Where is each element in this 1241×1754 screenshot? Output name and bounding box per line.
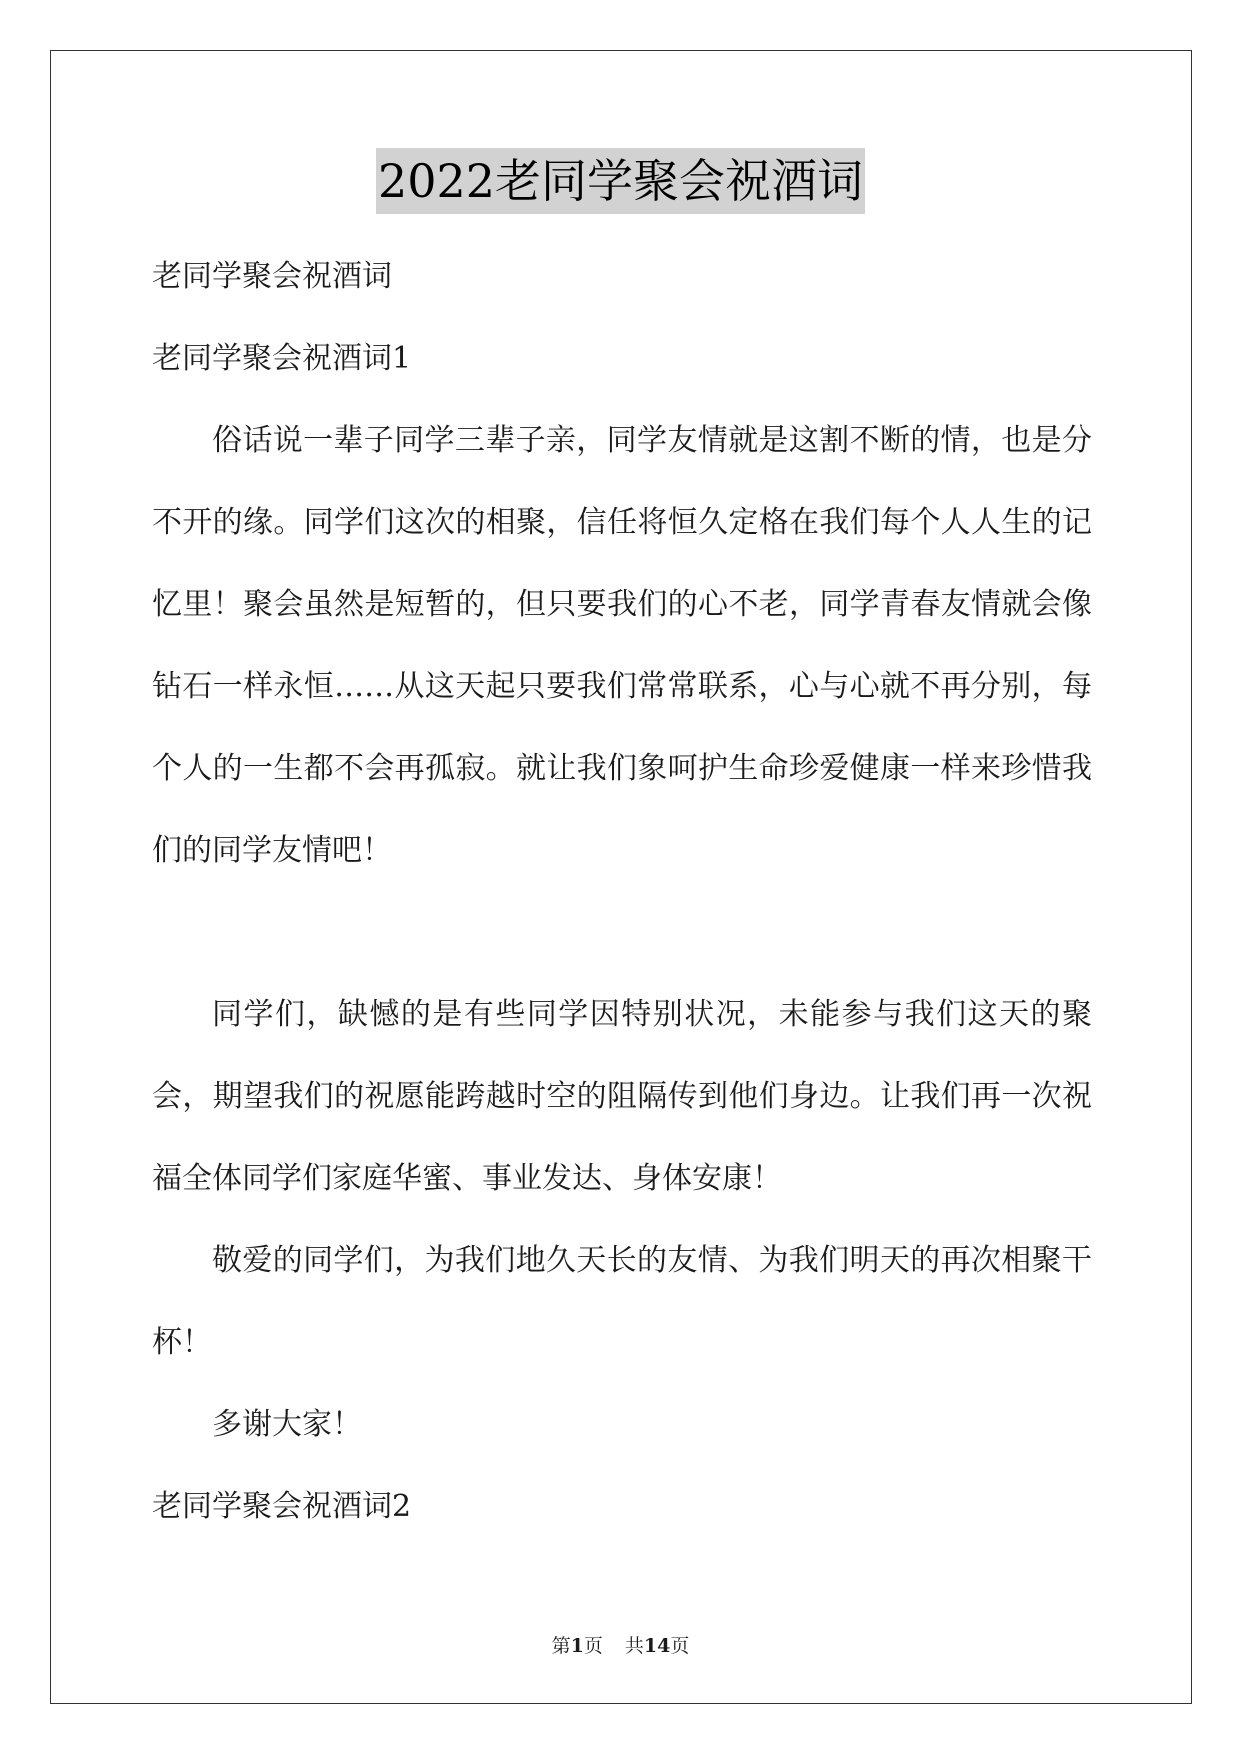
page-suffix: 页 (583, 1635, 603, 1657)
subtitle: 老同学聚会祝酒词 (152, 259, 392, 294)
section-heading-2: 老同学聚会祝酒词2 (152, 1489, 412, 1524)
section-heading-1: 老同学聚会祝酒词1 (152, 341, 412, 376)
total-suffix: 页 (670, 1635, 690, 1657)
total-prefix: 共 (624, 1635, 644, 1657)
page-number: 1 (570, 1635, 584, 1657)
total-pages: 14 (643, 1635, 671, 1657)
page-footer (0, 1634, 1241, 1658)
blank-line (152, 892, 1092, 974)
page-prefix: 第 (551, 1635, 571, 1657)
document-body (152, 236, 1092, 1548)
paragraph-3: 敬爱的同学们，为我们地久天长的友情、为我们明天的再次相聚干杯！ (152, 1243, 1092, 1360)
document-title: 2022老同学聚会祝酒词 (376, 148, 865, 214)
paragraph-1: 俗话说一辈子同学三辈子亲，同学友情就是这割不断的情，也是分不开的缘。同学们这次的相聚，信任将恒久定格在我们每个人人生的记忆里！聚会虽然是短暂的，但只要我们的心不老，同学青春友情就会像钻石一样永恒……从这天起只要我们常常联系，心与心就不再分别，每个人的一生都不会再孤寂。就让我们象呵护生命珍爱健康一样来珍惜我们的同学友情吧！ (152, 423, 1092, 868)
paragraph-2: 同学们，缺憾的是有些同学因特别状况，未能参与我们这天的聚会，期望我们的祝愿能跨越时空的阻隔传到他们身边。让我们再一次祝福全体同学们家庭华蜜、事业发达、身体安康！ (152, 997, 1092, 1196)
paragraph-4: 多谢大家！ (212, 1407, 362, 1442)
title-container (0, 148, 1241, 214)
